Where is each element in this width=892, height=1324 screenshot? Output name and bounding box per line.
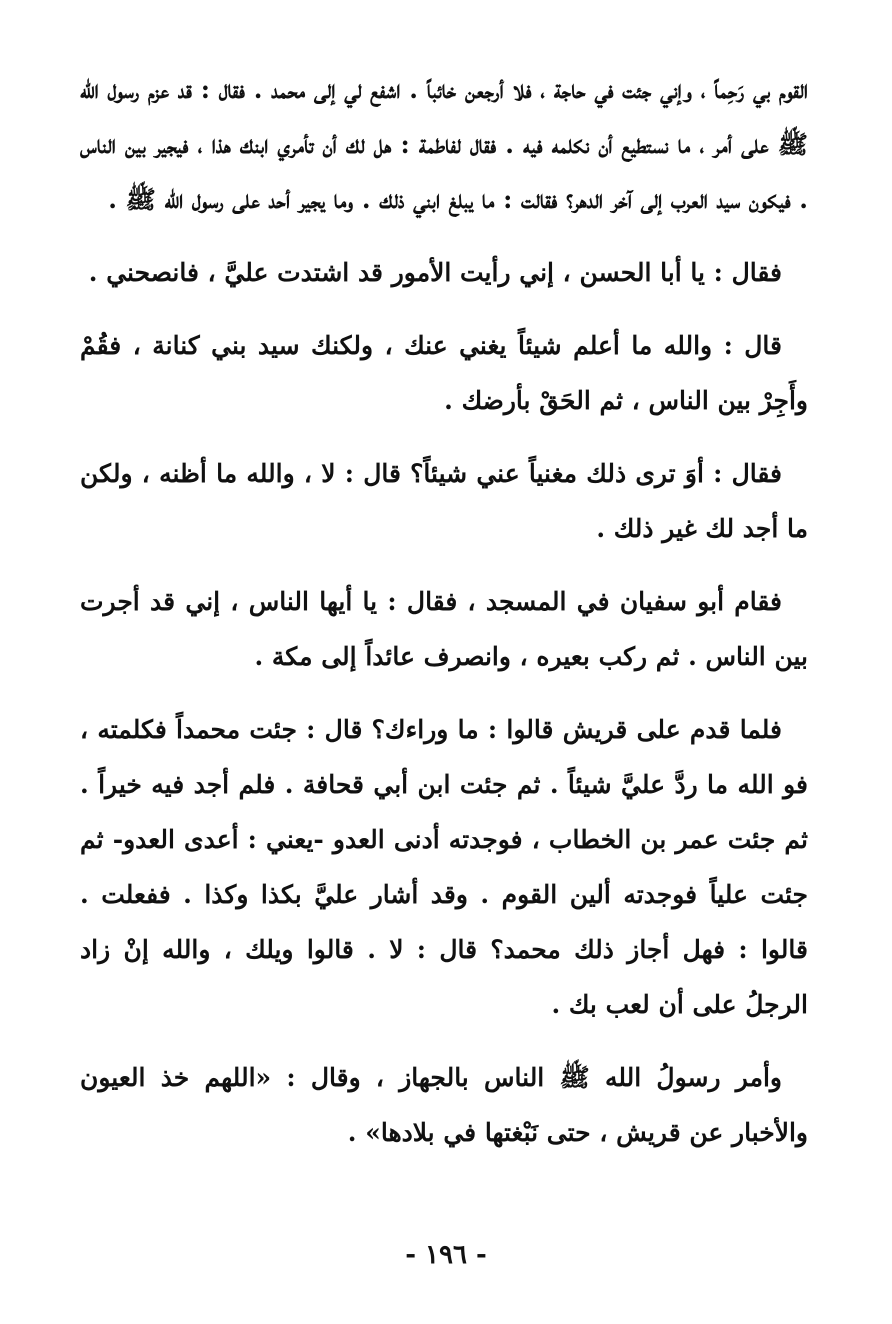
paragraph-2: فقال : يا أبا الحسن ، إني رأيت الأمور قد اشتدت عليَّ ، فانصحني . — [88, 258, 782, 287]
paragraph-3: قال : والله ما أعلم شيئاً يغني عنك ، ولكنك سيد بني كنانة ، فقُمْ وأَجِرْ بين الناس ، ثم الحَقْ بأرضك . — [80, 331, 808, 415]
paragraph-5: فقام أبو سفيان في المسجد ، فقال : يا أيها الناس ، إني قد أجرت بين الناس . ثم ركب بعيره ، وانصرف عائداً إلى مكة . — [80, 587, 808, 671]
paragraph-4: فقال : أوَ ترى ذلك مغنياً عني شيئاً؟ قال : لا ، والله ما أظنه ، ولكن ما أجد لك غير ذلك . — [80, 459, 808, 543]
page-number: - ١٩٦ - — [405, 1240, 487, 1270]
paragraph-6: فلما قدم على قريش قالوا : ما وراءك؟ قال : جئت محمداً فكلمته ، فو الله ما ردَّ عليَّ شيئاً . ثم جئت ابن أبي قحافة . فلم أجد فيه خيراً . ثم جئت عمر بن الخطاب ، فوجدته أدنى العدو -يعني : أعدى العدو- ثم جئت علياً فوجدته ألين القوم . وقد أشار عليَّ بكذا وكذا . ففعلت . قالوا : فهل أجاز ذلك محمد؟ قال : لا . قالوا ويلك ، والله إنْ زاد الرجلُ على أن لعب بك . — [80, 715, 808, 1019]
page-body — [80, 62, 808, 1178]
paragraph-7: وأمر رسولُ الله ﷺ الناس بالجهاز ، وقال : «اللهم خذ العيون والأخبار عن قريش ، حتى نَبْغتها في بلادها» . — [80, 1063, 808, 1147]
paragraph-1: القوم بي رَحِماً ، وإني جئت في حاجة ، فلا أرجعن خائباً . اشفع لي إلى محمد . فقال : قد عزم رسول الله ﷺ على أمر ، ما نستطيع أن نكلمه فيه . فقال لفاطمة : هل لك أن تأمري ابنك هذا ، فيجير بين الناس . فيكون سيد العرب إلى آخر الدهر؟ فقالت : ما يبلغ ابني ذلك . وما يجير أحد على رسول الله ﷺ . — [80, 75, 808, 214]
